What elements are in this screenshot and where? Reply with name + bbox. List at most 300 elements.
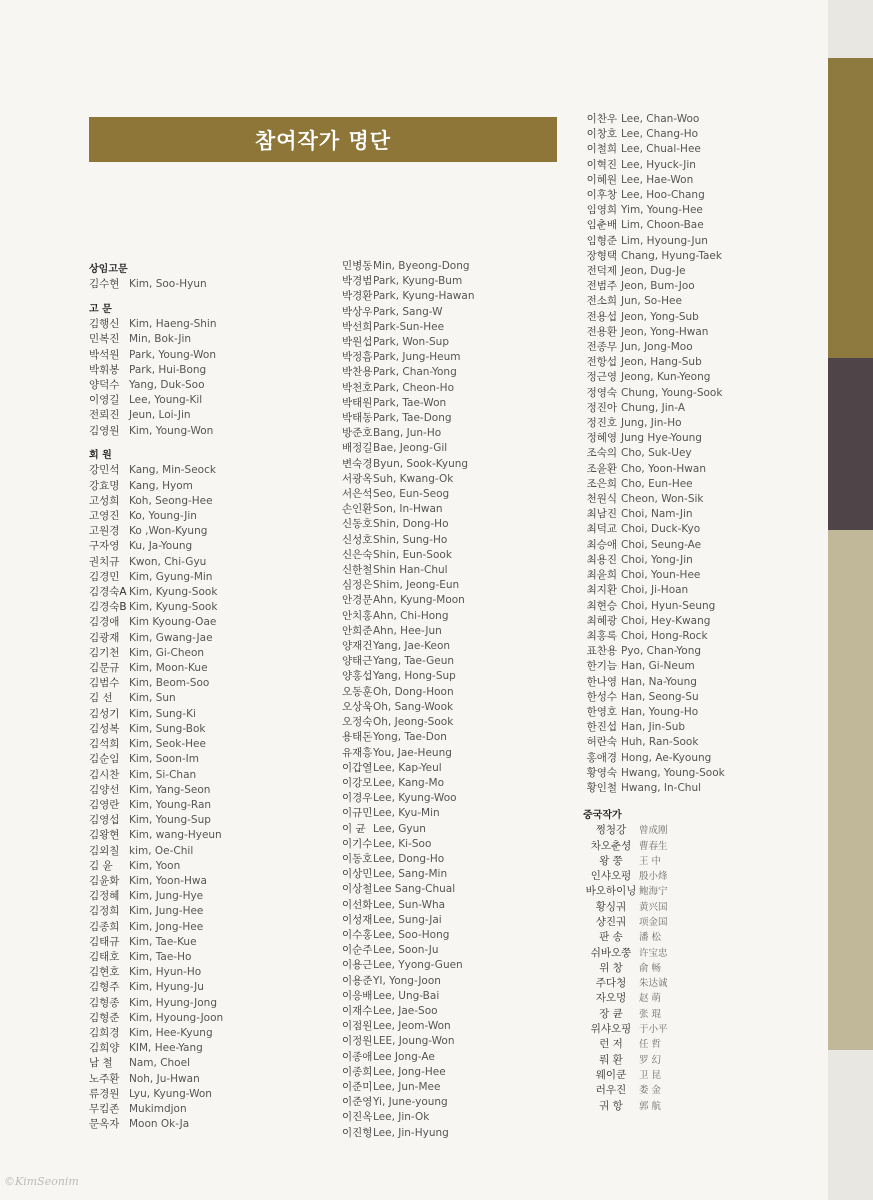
artist-row xyxy=(342,715,572,730)
artist-row xyxy=(89,631,319,646)
artist-korean-name: 차오춘셩 xyxy=(590,839,632,852)
artist-korean-name: 이종희 xyxy=(342,1065,373,1078)
artist-korean-name: 정근영 xyxy=(586,371,617,384)
artist-korean-name: 양홍섭 xyxy=(342,670,373,683)
artist-roman-name: Yi, June-young xyxy=(373,1096,448,1109)
artist-row xyxy=(583,854,783,869)
artist-roman-name: Lee, Kyu-Min xyxy=(373,807,440,820)
artist-roman-name: Lee, Soo-Hong xyxy=(373,928,450,941)
artist-row xyxy=(89,676,319,691)
artist-korean-name: 임영희 xyxy=(586,204,617,217)
artist-korean-name: 한진섭 xyxy=(586,721,617,734)
artist-korean-name: 이강모 xyxy=(342,776,373,789)
artist-row xyxy=(583,930,783,945)
artist-row xyxy=(342,746,572,761)
artist-korean-name: 박상우 xyxy=(342,305,373,318)
artist-roman-name: Choi, Hey-Kwang xyxy=(621,614,711,627)
artist-roman-name: Min, Bok-Jin xyxy=(129,333,192,346)
artist-row xyxy=(89,317,319,332)
artist-roman-name: Lee, Sun-Wha xyxy=(373,898,446,911)
artist-roman-name: Yang, Hong-Sup xyxy=(373,670,456,683)
artist-chinese-name: 王 中 xyxy=(639,855,662,867)
artist-row xyxy=(575,751,785,766)
artist-row xyxy=(575,522,785,537)
artist-row xyxy=(89,424,319,439)
artist-korean-name: 용태돈 xyxy=(342,731,373,744)
artist-roman-name: Yang, Jae-Keon xyxy=(373,640,451,653)
artist-roman-name: Kim, Hee-Kyung xyxy=(129,1026,213,1039)
artist-roman-name: Lee, Yyong-Guen xyxy=(373,959,463,972)
artist-roman-name: Choi, Yong-Jin xyxy=(621,553,693,566)
artist-korean-name: 김영란 xyxy=(89,798,120,811)
artist-roman-name: Shin, Dong-Ho xyxy=(373,518,449,531)
artist-chinese-name: 黄兴国 xyxy=(639,901,668,913)
artist-korean-name: 러우진 xyxy=(595,1084,627,1097)
artist-row xyxy=(342,259,572,274)
artist-korean-name: 한성수 xyxy=(586,690,617,703)
artist-row xyxy=(575,690,785,705)
artist-row xyxy=(583,1053,783,1068)
artist-row xyxy=(342,730,572,745)
artist-roman-name: Nam, Choel xyxy=(129,1057,190,1070)
artist-roman-name: Jung, Jin-Ho xyxy=(621,417,682,430)
artist-chinese-name: 郭 航 xyxy=(639,1100,662,1112)
artist-roman-name: Yang, Duk-Soo xyxy=(129,378,205,391)
artist-row xyxy=(575,218,785,233)
artist-korean-name: 김경애 xyxy=(89,616,120,629)
artist-korean-name: 박찬용 xyxy=(342,366,373,379)
artist-row xyxy=(583,823,783,838)
artist-korean-name: 강효명 xyxy=(89,479,120,492)
artist-korean-name: 변숙경 xyxy=(342,457,373,470)
artist-row xyxy=(575,370,785,385)
artist-row xyxy=(342,1095,572,1110)
artist-korean-name: 김종희 xyxy=(89,920,120,933)
artist-row xyxy=(342,928,572,943)
artist-row xyxy=(575,446,785,461)
artist-roman-name: Lee, Jin-Hyung xyxy=(373,1126,449,1139)
artist-row xyxy=(89,661,319,676)
artist-korean-name: 바오하이닝 xyxy=(585,885,637,898)
artist-row xyxy=(342,609,572,624)
artist-korean-name: 이응배 xyxy=(342,989,373,1002)
artist-korean-name: 이진형 xyxy=(342,1126,373,1139)
artist-roman-name: Jeon, Bum-Joo xyxy=(621,280,695,293)
artist-row xyxy=(89,277,319,292)
artist-roman-name: Kim, Moon-Kue xyxy=(129,662,208,675)
artist-roman-name: Choi, Nam-Jin xyxy=(621,508,693,521)
artist-row xyxy=(342,578,572,593)
artist-korean-name: 이진옥 xyxy=(342,1111,373,1124)
artist-korean-name: 손인환 xyxy=(342,503,373,516)
artist-column-2 xyxy=(342,259,572,1141)
artist-korean-name: 위 창 xyxy=(599,961,623,974)
artist-roman-name: Kim, Jung-Hee xyxy=(129,905,204,918)
artist-roman-name: Oh, Dong-Hoon xyxy=(373,685,454,698)
artist-korean-name: 서광옥 xyxy=(342,472,373,485)
artist-korean-name: 황싱궈 xyxy=(595,900,627,913)
artist-korean-name: 이후창 xyxy=(586,189,617,202)
artist-roman-name: Chang, Hyung-Taek xyxy=(621,249,722,262)
artist-row xyxy=(575,659,785,674)
artist-korean-name: 양재건 xyxy=(342,640,373,653)
artist-roman-name: Kim, Si-Chan xyxy=(129,768,197,781)
artist-row xyxy=(575,507,785,522)
artist-roman-name: Kim, Sung-Ki xyxy=(129,707,196,720)
artist-row xyxy=(89,935,319,950)
artist-roman-name: Kim, Hyoung-Joon xyxy=(129,1011,224,1024)
artist-roman-name: Kim, Yoon xyxy=(129,859,181,872)
artist-row xyxy=(575,568,785,583)
artist-korean-name: 궈 항 xyxy=(599,1099,623,1112)
artist-korean-name: 런 저 xyxy=(599,1038,623,1051)
artist-row xyxy=(89,722,319,737)
artist-roman-name: Ko ,Won-Kyung xyxy=(129,525,208,538)
artist-korean-name: 김경숙A xyxy=(89,586,127,599)
artist-row xyxy=(89,737,319,752)
artist-roman-name: Choi, Hong-Rock xyxy=(621,629,708,642)
artist-korean-name: 이갑열 xyxy=(342,761,373,774)
artist-roman-name: Jun, So-Hee xyxy=(621,295,682,308)
artist-korean-name: 오동훈 xyxy=(342,685,373,698)
artist-roman-name: Park, Sang-W xyxy=(373,305,443,318)
artist-korean-name: 김수현 xyxy=(89,278,120,291)
artist-roman-name: Cho, Suk-Uey xyxy=(621,447,692,460)
artist-korean-name: 김 윤 xyxy=(89,859,113,872)
artist-roman-name: Bang, Jun-Ho xyxy=(373,427,442,440)
artist-korean-name: 판 송 xyxy=(599,931,623,944)
artist-korean-name: 김양선 xyxy=(89,783,120,796)
artist-row xyxy=(342,943,572,958)
artist-row xyxy=(575,294,785,309)
artist-korean-name: 김정희 xyxy=(89,905,120,918)
artist-korean-name: 박정흠 xyxy=(342,351,373,364)
artist-roman-name: Han, Jin-Sub xyxy=(621,721,686,734)
artist-roman-name: Shim, Jeong-Eun xyxy=(373,579,460,592)
artist-row xyxy=(89,783,319,798)
artist-row xyxy=(583,900,783,915)
artist-roman-name: Hong, Ae-Kyoung xyxy=(621,751,712,764)
artist-row xyxy=(89,1056,319,1071)
artist-korean-name: 김왕현 xyxy=(89,829,120,842)
artist-korean-name: 김광재 xyxy=(89,631,120,644)
artist-roman-name: Bae, Jeong-Gil xyxy=(373,442,448,455)
artist-chinese-name: 任 哲 xyxy=(639,1039,662,1051)
title-banner xyxy=(89,117,557,162)
artist-row xyxy=(575,355,785,370)
artist-korean-name: 김영섭 xyxy=(89,814,120,827)
artist-korean-name: 이상철 xyxy=(342,883,373,896)
artist-korean-name: 김외칠 xyxy=(89,844,120,857)
artist-korean-name: 웨이쿤 xyxy=(595,1068,627,1081)
artist-roman-name: Kim, Beom-Soo xyxy=(129,677,210,690)
artist-row xyxy=(89,539,319,554)
artist-row xyxy=(575,127,785,142)
artist-korean-name: 오정숙 xyxy=(342,716,373,729)
artist-roman-name: Kim, Hyung-Ju xyxy=(129,981,204,994)
artist-korean-name: 신한철 xyxy=(342,564,373,577)
artist-korean-name: 전소희 xyxy=(586,295,617,308)
artist-row xyxy=(575,553,785,568)
artist-row xyxy=(575,705,785,720)
artist-roman-name: Seo, Eun-Seog xyxy=(373,488,450,501)
artist-korean-name: 김성기 xyxy=(89,707,120,720)
artist-row xyxy=(342,685,572,700)
artist-row xyxy=(89,378,319,393)
artist-chinese-name: 张 琨 xyxy=(639,1008,662,1020)
artist-row xyxy=(89,408,319,423)
artist-roman-name: Lee, Dong-Ho xyxy=(373,852,445,865)
artist-korean-name: 한영호 xyxy=(586,705,617,718)
artist-roman-name: Jun, Jong-Moo xyxy=(621,341,693,354)
artist-chinese-name: 娄 金 xyxy=(639,1085,662,1097)
artist-roman-name: Kang, Min-Seock xyxy=(129,464,216,477)
artist-row xyxy=(342,1080,572,1095)
artist-roman-name: Ko, Young-Jin xyxy=(129,510,197,523)
artist-row xyxy=(342,411,572,426)
artist-roman-name: Lee, Hae-Won xyxy=(621,173,694,186)
artist-row xyxy=(575,249,785,264)
artist-row xyxy=(575,538,785,553)
artist-roman-name: Jeon, Dug-Je xyxy=(621,265,686,278)
artist-row xyxy=(575,462,785,477)
artist-korean-name: 전종무 xyxy=(586,341,617,354)
artist-roman-name: Koh, Seong-Hee xyxy=(129,494,213,507)
artist-korean-name: 이순주 xyxy=(342,944,373,957)
artist-row xyxy=(583,1037,783,1052)
artist-korean-name: 고성희 xyxy=(89,494,120,507)
artist-roman-name: Lee, Hyuck-Jin xyxy=(621,158,696,171)
artist-korean-name: 구자영 xyxy=(89,540,120,553)
artist-row xyxy=(575,310,785,325)
artist-korean-name: 황인철 xyxy=(586,781,617,794)
artist-korean-name: 김희양 xyxy=(89,1042,120,1055)
artist-row xyxy=(342,533,572,548)
artist-row xyxy=(583,1068,783,1083)
artist-roman-name: Jeon, Yong-Hwan xyxy=(621,325,709,338)
artist-roman-name: Jeon, Yong-Sub xyxy=(621,310,699,323)
artist-row xyxy=(342,381,572,396)
artist-korean-name: 무킴존 xyxy=(89,1102,120,1115)
artist-korean-name: 이철희 xyxy=(586,143,617,156)
artist-row xyxy=(342,1004,572,1019)
artist-row xyxy=(342,320,572,335)
artist-row xyxy=(342,624,572,639)
artist-chinese-name: 鲍海宁 xyxy=(639,886,668,898)
artist-roman-name: Choi, Hyun-Seung xyxy=(621,599,716,612)
artist-row xyxy=(575,340,785,355)
artist-row xyxy=(89,691,319,706)
artist-roman-name: Lim, Hyoung-Jun xyxy=(621,234,708,247)
artist-roman-name: Jeun, Loi-Jin xyxy=(129,409,191,422)
artist-korean-name: 고영진 xyxy=(89,510,120,523)
artist-roman-name: Han, Young-Ho xyxy=(621,705,699,718)
artist-roman-name: Jeon, Hang-Sub xyxy=(621,356,702,369)
artist-roman-name: Kim, Hyun-Ho xyxy=(129,966,202,979)
artist-roman-name: Shin, Sung-Ho xyxy=(373,533,448,546)
artist-roman-name: Ku, Ja-Young xyxy=(129,540,193,553)
artist-row xyxy=(575,386,785,401)
artist-roman-name: KIM, Hee-Yang xyxy=(129,1042,203,1055)
artist-row xyxy=(342,1126,572,1141)
artist-row xyxy=(89,1117,319,1132)
artist-row xyxy=(575,735,785,750)
artist-korean-name: 이혁진 xyxy=(586,158,617,171)
artist-korean-name: 한나영 xyxy=(586,675,617,688)
artist-korean-name: 정혜영 xyxy=(586,432,617,445)
artist-roman-name: Choi, Youn-Hee xyxy=(621,569,701,582)
artist-row xyxy=(342,441,572,456)
artist-row xyxy=(575,766,785,781)
artist-roman-name: Park, Hui-Bong xyxy=(129,363,207,376)
artist-chinese-name: 曹春生 xyxy=(639,840,668,852)
artist-row xyxy=(342,791,572,806)
artist-roman-name: Lee, Sung-Jai xyxy=(373,913,442,926)
artist-korean-name: 조은희 xyxy=(586,477,617,490)
artist-korean-name: 이상민 xyxy=(342,868,373,881)
artist-korean-name: 남 철 xyxy=(89,1057,113,1070)
artist-roman-name: Lee, Hoo-Chang xyxy=(621,189,705,202)
artist-roman-name: Kim, Jong-Hee xyxy=(129,920,204,933)
artist-roman-name: Cho, Yoon-Hwan xyxy=(621,462,706,475)
watermark: ©KimSeonim xyxy=(4,1175,79,1188)
artist-row xyxy=(342,457,572,472)
artist-row xyxy=(342,867,572,882)
artist-roman-name: Jung Hye-Young xyxy=(621,432,702,445)
artist-roman-name: Kim, Haeng-Shin xyxy=(129,318,217,331)
artist-roman-name: Lee, Chang-Ho xyxy=(621,128,699,141)
artist-roman-name: Byun, Sook-Kyung xyxy=(373,457,469,470)
artist-row xyxy=(89,904,319,919)
artist-korean-name: 최남진 xyxy=(586,508,617,521)
artist-row xyxy=(89,1026,319,1041)
artist-roman-name: Lee, Jin-Ok xyxy=(373,1111,430,1124)
artist-roman-name: Shin Han-Chul xyxy=(373,564,448,577)
artist-row xyxy=(342,1050,572,1065)
artist-korean-name: 김시찬 xyxy=(89,768,120,781)
artist-korean-name: 이선화 xyxy=(342,898,373,911)
artist-roman-name: Huh, Ran-Sook xyxy=(621,736,699,749)
artist-roman-name: Kim, Yoon-Hwa xyxy=(129,874,207,887)
artist-korean-name: 위샤오핑 xyxy=(590,1023,632,1036)
artist-roman-name: Hwang, Young-Sook xyxy=(621,766,725,779)
artist-korean-name: 안치홍 xyxy=(342,609,373,622)
artist-row xyxy=(89,494,319,509)
artist-roman-name: Kim, Kyung-Sook xyxy=(129,601,218,614)
artist-korean-name: 이규민 xyxy=(342,807,373,820)
artist-row xyxy=(89,600,319,615)
artist-row xyxy=(575,416,785,431)
artist-roman-name: Shin, Eun-Sook xyxy=(373,548,452,561)
artist-korean-name: 뤄 환 xyxy=(599,1053,623,1066)
artist-row xyxy=(342,593,572,608)
artist-roman-name: Kim, Soon-Im xyxy=(129,753,199,766)
artist-row xyxy=(342,806,572,821)
artist-korean-name: 김희경 xyxy=(89,1026,120,1039)
artist-row xyxy=(583,1099,783,1114)
artist-korean-name: 김태규 xyxy=(89,935,120,948)
artist-chinese-name: 殷小烽 xyxy=(639,871,668,883)
artist-row xyxy=(575,173,785,188)
page-title: 참여작가 명단 xyxy=(254,127,392,153)
artist-korean-name: 김형준 xyxy=(89,1011,120,1024)
artist-row xyxy=(575,203,785,218)
chinese-artist-column xyxy=(583,808,783,1114)
artist-row xyxy=(583,961,783,976)
artist-row xyxy=(342,1019,572,1034)
artist-korean-name: 안경문 xyxy=(342,594,373,607)
artist-korean-name: 한기늠 xyxy=(586,660,617,673)
artist-korean-name: 박석원 xyxy=(89,348,120,361)
artist-korean-name: 신은숙 xyxy=(342,548,373,561)
artist-row xyxy=(575,112,785,127)
artist-row xyxy=(342,989,572,1004)
artist-column-1 xyxy=(89,262,319,1132)
artist-roman-name: Kang, Hyom xyxy=(129,479,193,492)
artist-roman-name: Lee, Kap-Yeul xyxy=(373,761,442,774)
artist-row xyxy=(575,675,785,690)
artist-korean-name: 신성호 xyxy=(342,533,373,546)
artist-chinese-name: 许宝忠 xyxy=(639,947,668,959)
artist-korean-name: 김기천 xyxy=(89,646,120,659)
artist-korean-name: 전덕제 xyxy=(586,265,617,278)
artist-column-3 xyxy=(575,112,785,796)
artist-korean-name: 김형종 xyxy=(89,996,120,1009)
artist-korean-name: 김범수 xyxy=(89,677,120,690)
artist-row xyxy=(342,1110,572,1125)
artist-korean-name: 쩡청강 xyxy=(595,824,627,837)
artist-row xyxy=(89,393,319,408)
artist-roman-name: Jeong, Kun-Yeong xyxy=(621,371,711,384)
artist-row xyxy=(583,839,783,854)
artist-korean-name: 김경민 xyxy=(89,570,120,583)
section-heading: 회 원 xyxy=(89,450,112,462)
artist-roman-name: Ahn, Chi-Hong xyxy=(373,609,449,622)
artist-roman-name: Kim, Young-Sup xyxy=(129,814,211,827)
artist-korean-name: 박태동 xyxy=(342,412,373,425)
artist-roman-name: Lee, Jun-Mee xyxy=(373,1080,441,1093)
artist-roman-name: Pyo, Chan-Yong xyxy=(621,645,702,658)
artist-korean-name: 임형준 xyxy=(586,234,617,247)
artist-roman-name: Kim, Jung-Hye xyxy=(129,890,204,903)
artist-korean-name: 심정은 xyxy=(342,579,373,592)
artist-korean-name: 박휘봉 xyxy=(89,363,120,376)
artist-korean-name: 김문규 xyxy=(89,662,120,675)
artist-korean-name: 이수홍 xyxy=(342,928,373,941)
artist-roman-name: Cho, Eun-Hee xyxy=(621,477,693,490)
artist-row xyxy=(342,289,572,304)
artist-korean-name: 장 큔 xyxy=(599,1007,623,1020)
artist-row xyxy=(342,487,572,502)
artist-row xyxy=(342,563,572,578)
artist-korean-name: 박원섭 xyxy=(342,336,373,349)
artist-chinese-name: 于小平 xyxy=(639,1024,668,1036)
artist-korean-name: 인샤오펑 xyxy=(590,870,632,883)
section-gap xyxy=(89,439,319,449)
artist-korean-name: 박경환 xyxy=(342,290,373,303)
artist-chinese-name: 赵 萌 xyxy=(639,993,662,1005)
artist-roman-name: Kim, Tae-Ho xyxy=(129,950,192,963)
artist-korean-name: 정진아 xyxy=(586,401,617,414)
artist-roman-name: kim, Oe-Chil xyxy=(129,844,194,857)
artist-row xyxy=(575,234,785,249)
artist-korean-name: 배정길 xyxy=(342,442,373,455)
artist-row xyxy=(575,158,785,173)
artist-korean-name: 왕 쭝 xyxy=(599,854,623,867)
artist-row xyxy=(89,348,319,363)
artist-roman-name: Choi, Duck-Kyo xyxy=(621,523,701,536)
artist-roman-name: Choi, Seung-Ae xyxy=(621,538,702,551)
